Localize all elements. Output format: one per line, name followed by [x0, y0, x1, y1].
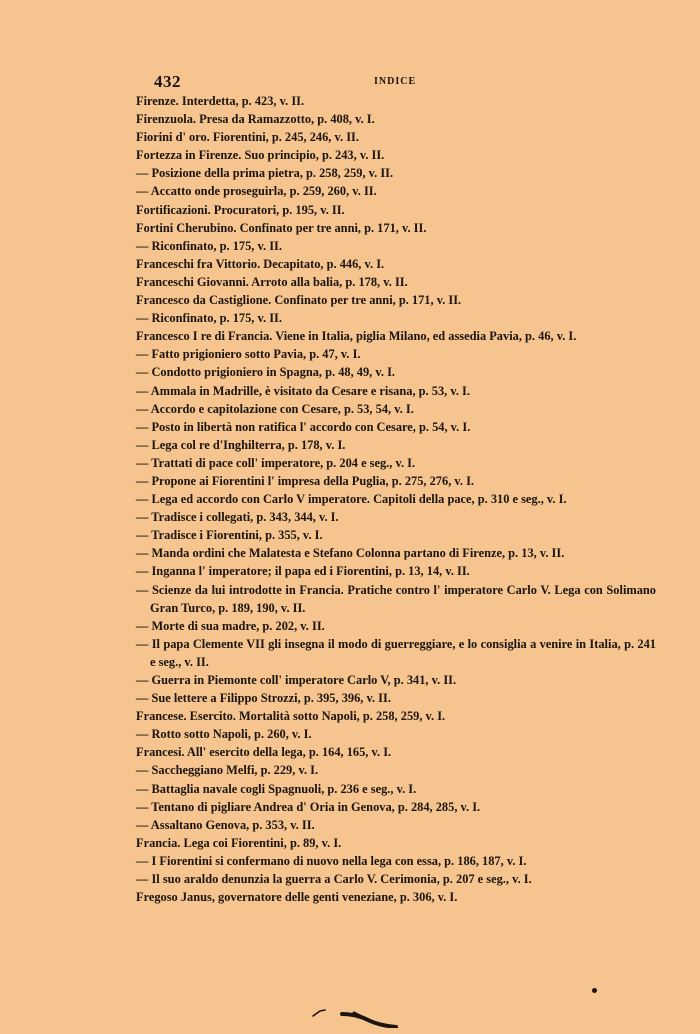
index-entry: Fregoso Janus, governatore delle genti veneziane, p. 306, v. I.: [136, 890, 458, 905]
index-page: [136, 72, 656, 906]
index-subentry: — I Fiorentini si confermano di nuovo nella lega con essa, p. 186, 187, v. I.: [136, 853, 527, 868]
index-entry: Fortezza in Firenze. Suo principio, p. 243, v. II.: [136, 148, 385, 163]
index-subentry: — Guerra in Piemonte coll' imperatore Carlo V, p. 341, v. II.: [136, 673, 457, 687]
index-list: [136, 92, 656, 906]
running-head: INDICE: [374, 76, 417, 87]
ink-mark-small: [312, 1008, 326, 1018]
index-subentry: — Inganna l' imperatore; il papa ed i Fiorentini, p. 13, 14, v. II.: [136, 564, 470, 579]
index-subentry: — Condotto prigioniero in Spagna, p. 48, 49, v. I.: [136, 365, 395, 380]
index-subentry: — Il suo araldo denunzia la guerra a Carlo V. Cerimonia, p. 207 e seg., v. I.: [136, 872, 532, 887]
index-subentry: — Accatto onde proseguirla, p. 259, 260, v. II.: [136, 184, 377, 199]
index-entry: Franceschi Giovanni. Arroto alla balia, p. 178, v. II.: [136, 274, 408, 289]
index-entry: Francia. Lega coi Fiorentini, p. 89, v. I.: [136, 835, 342, 850]
index-subentry: — Tradisce i collegati, p. 343, 344, v. I.: [136, 510, 339, 525]
index-entry: Firenze. Interdetta, p. 423, v. II.: [136, 94, 305, 108]
index-subentry: — Rotto sotto Napoli, p. 260, v. I.: [136, 727, 312, 742]
index-subentry: — Posizione della prima pietra, p. 258, 259, v. II.: [136, 166, 394, 181]
index-subentry: — Il papa Clemente VII gli insegna il modo di guerreggiare, e lo consiglia a venire in Italia, p. 241 e seg., v. II.: [136, 636, 656, 669]
index-subentry: — Morte di sua madre, p. 202, v. II.: [136, 618, 325, 633]
index-entry: Francese. Esercito. Mortalità sotto Napoli, p. 258, 259, v. I.: [136, 709, 446, 724]
index-subentry: — Ammala in Madrille, è visitato da Cesare e risana, p. 53, v. I.: [136, 383, 470, 398]
index-subentry: — Manda ordini che Malatesta e Stefano Colonna partano di Firenze, p. 13, v. II.: [136, 546, 565, 561]
ink-speck: [592, 988, 597, 993]
index-subentry: — Lega col re d'Inghilterra, p. 178, v. I.: [136, 437, 346, 452]
index-entry: Fortini Cherubino. Confinato per tre anni, p. 171, v. II.: [136, 220, 427, 235]
index-entry: Franceschi fra Vittorio. Decapitato, p. 446, v. I.: [136, 256, 385, 271]
page-number: 432: [154, 72, 181, 91]
index-subentry: — Tentano di pigliare Andrea d' Oria in Genova, p. 284, 285, v. I.: [136, 799, 481, 814]
index-subentry: — Propone ai Fiorentini l' impresa della Puglia, p. 275, 276, v. I.: [136, 473, 475, 488]
index-entry: Francesi. All' esercito della lega, p. 164, 165, v. I.: [136, 745, 392, 760]
index-subentry: — Riconfinato, p. 175, v. II.: [136, 238, 282, 253]
index-subentry: — Riconfinato, p. 175, v. II.: [136, 311, 282, 326]
index-subentry: — Trattati di pace coll' imperatore, p. 204 e seg., v. I.: [136, 455, 416, 470]
index-subentry: — Tradisce i Fiorentini, p. 355, v. I.: [136, 528, 323, 543]
index-subentry: — Battaglia navale cogli Spagnuoli, p. 236 e seg., v. I.: [136, 781, 417, 796]
index-subentry: — Assaltano Genova, p. 353, v. II.: [136, 817, 315, 832]
index-subentry: — Fatto prigioniero sotto Pavia, p. 47, v. I.: [136, 347, 361, 362]
index-subentry: — Lega ed accordo con Carlo V imperatore. Capitoli della pace, p. 310 e seg., v. I.: [136, 492, 567, 507]
index-entry: Fortificazioni. Procuratori, p. 195, v. II.: [136, 202, 345, 217]
index-entry: Fiorini d' oro. Fiorentini, p. 245, 246, v. II.: [136, 130, 359, 145]
index-subentry: — Sue lettere a Filippo Strozzi, p. 395, 396, v. II.: [136, 691, 391, 706]
index-entry: Firenzuola. Presa da Ramazzotto, p. 408, v. I.: [136, 112, 375, 127]
index-subentry: — Posto in libertà non ratifica l' accordo con Cesare, p. 54, v. I.: [136, 419, 471, 434]
index-entry: Francesco da Castiglione. Confinato per tre anni, p. 171, v. II.: [136, 293, 462, 308]
index-subentry: — Scienze da lui introdotte in Francia. Pratiche contro l' imperatore Carlo V. Lega con Solimano Gran Turco, p. 189, 190, v. II.: [136, 582, 656, 615]
ink-mark-large: [340, 1010, 398, 1028]
index-subentry: — Saccheggiano Melfi, p. 229, v. I.: [136, 763, 319, 778]
page-header: [136, 72, 656, 92]
index-entry: Francesco I re di Francia. Viene in Italia, piglia Milano, ed assedia Pavia, p. 46, v. I.: [136, 329, 577, 344]
index-subentry: — Accordo e capitolazione con Cesare, p. 53, 54, v. I.: [136, 401, 414, 416]
